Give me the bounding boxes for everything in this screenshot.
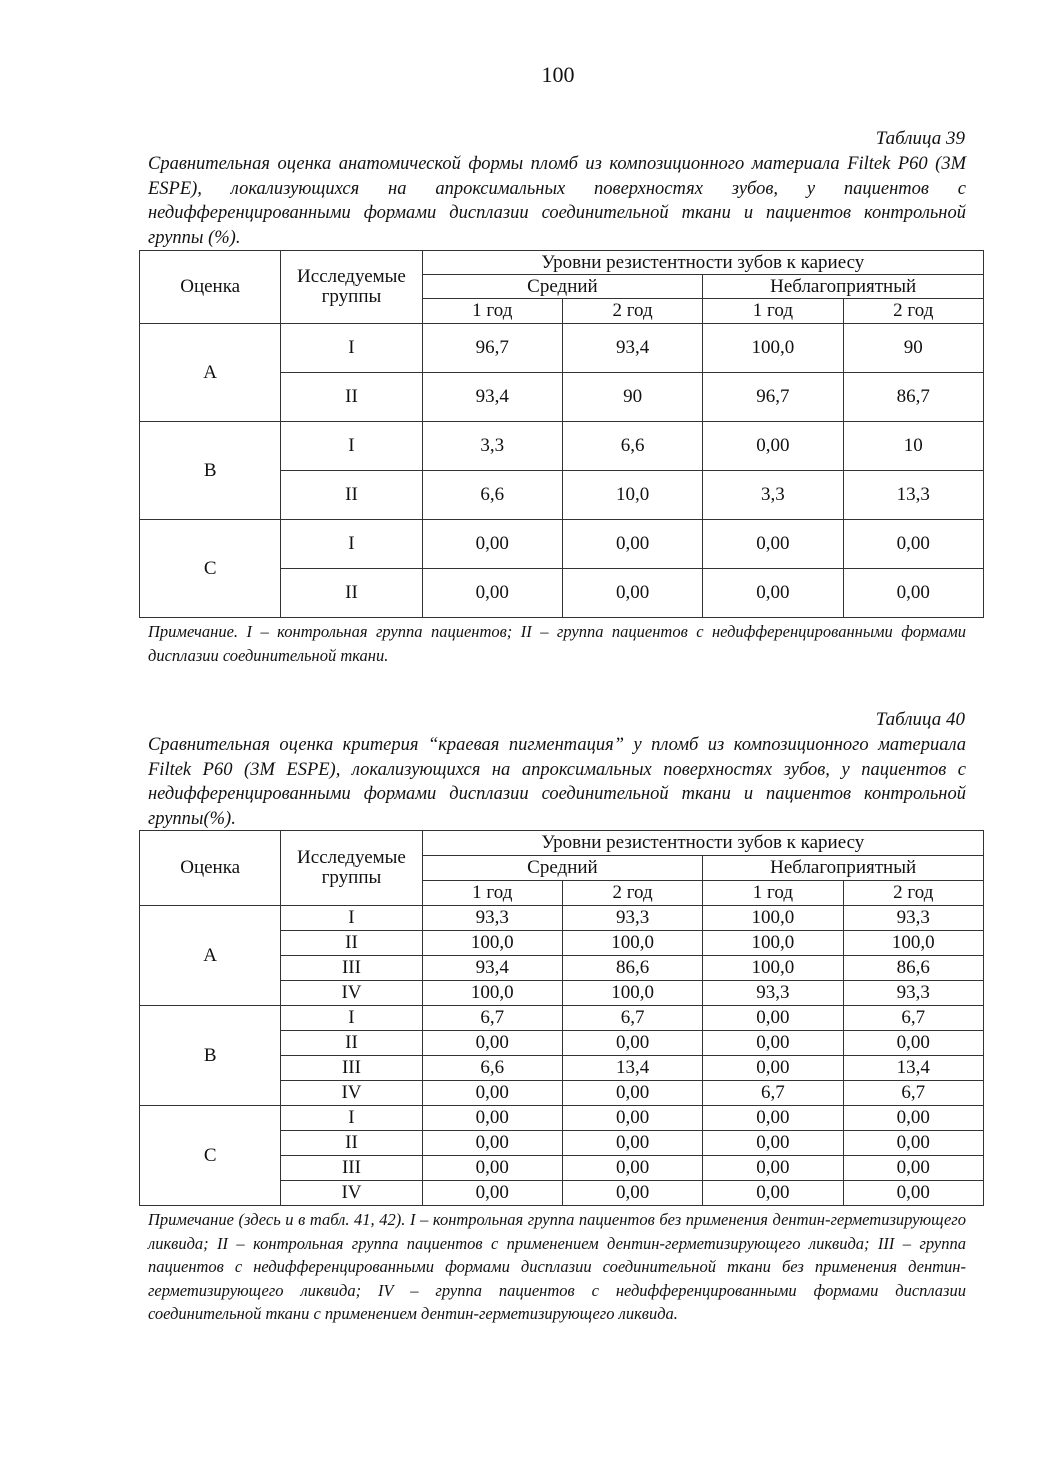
value-cell: 0,00: [562, 520, 702, 569]
group-cell: II: [281, 1131, 422, 1156]
group-cell: III: [281, 1056, 422, 1081]
value-cell: 100,0: [703, 956, 843, 981]
group-cell: I: [281, 1006, 422, 1031]
value-cell: 100,0: [422, 931, 562, 956]
value-cell: 86,6: [843, 956, 983, 981]
value-cell: 0,00: [422, 1181, 562, 1206]
table-row: [140, 324, 984, 373]
group-cell: III: [281, 956, 422, 981]
value-cell: 93,3: [843, 906, 983, 931]
value-cell: 86,7: [843, 373, 983, 422]
header-levels: Уровни резистентности зубов к кариесу: [422, 251, 983, 275]
value-cell: 0,00: [422, 1131, 562, 1156]
value-cell: 0,00: [703, 1131, 843, 1156]
group-cell: II: [281, 471, 422, 520]
value-cell: 13,3: [843, 471, 983, 520]
rating-cell: A: [140, 324, 281, 422]
header-rating: Оценка: [140, 251, 281, 324]
value-cell: 90: [562, 373, 702, 422]
value-cell: 93,3: [562, 906, 702, 931]
group-cell: I: [281, 906, 422, 931]
header-unfavorable: Неблагоприятный: [703, 275, 984, 299]
table-row: [140, 422, 984, 471]
value-cell: 6,6: [422, 471, 562, 520]
value-cell: 0,00: [703, 1181, 843, 1206]
value-cell: 0,00: [843, 520, 983, 569]
value-cell: 0,00: [562, 1081, 702, 1106]
value-cell: 0,00: [422, 1031, 562, 1056]
table-39: [139, 250, 984, 618]
value-cell: 0,00: [843, 1181, 983, 1206]
table-40-label: Таблица 40: [875, 709, 965, 730]
table-39-note: Примечание. I – контрольная группа пациентов; II – группа пациентов с недифференцированными формами дисплазии соединительной ткани.: [148, 622, 966, 665]
header-year-1: 1 год: [703, 299, 843, 324]
header-groups: [281, 251, 422, 324]
header-rating: Оценка: [140, 831, 281, 906]
rating-cell: C: [140, 1106, 281, 1206]
header-groups-line1: Исследуемые: [297, 266, 406, 287]
value-cell: 0,00: [703, 1056, 843, 1081]
group-cell: I: [281, 324, 422, 373]
value-cell: 93,4: [422, 373, 562, 422]
value-cell: 100,0: [703, 906, 843, 931]
value-cell: 13,4: [843, 1056, 983, 1081]
table-row: [140, 1006, 984, 1031]
value-cell: 0,00: [703, 1006, 843, 1031]
value-cell: 100,0: [703, 931, 843, 956]
value-cell: 96,7: [703, 373, 843, 422]
value-cell: 0,00: [843, 1106, 983, 1131]
group-cell: I: [281, 1106, 422, 1131]
value-cell: 0,00: [843, 1031, 983, 1056]
header-medium: Средний: [422, 856, 703, 881]
value-cell: 6,7: [843, 1081, 983, 1106]
header-year-1: 1 год: [703, 881, 843, 906]
group-cell: II: [281, 569, 422, 618]
header-groups-line2: группы: [321, 867, 382, 888]
header-year-2: 2 год: [843, 299, 983, 324]
value-cell: 0,00: [843, 1156, 983, 1181]
rating-cell: C: [140, 520, 281, 618]
header-year-2: 2 год: [843, 881, 983, 906]
table-40: [139, 830, 984, 1206]
value-cell: 100,0: [562, 981, 702, 1006]
header-year-2: 2 год: [562, 299, 702, 324]
group-cell: IV: [281, 981, 422, 1006]
value-cell: 0,00: [703, 422, 843, 471]
header-unfavorable: Неблагоприятный: [703, 856, 984, 881]
value-cell: 0,00: [562, 1031, 702, 1056]
value-cell: 0,00: [703, 569, 843, 618]
value-cell: 6,6: [422, 1056, 562, 1081]
value-cell: 0,00: [422, 520, 562, 569]
value-cell: 93,4: [422, 956, 562, 981]
header-groups: [281, 831, 422, 906]
table-39-label: Таблица 39: [875, 128, 965, 149]
header-year-2: 2 год: [562, 881, 702, 906]
value-cell: 0,00: [843, 569, 983, 618]
rating-cell: B: [140, 422, 281, 520]
group-cell: I: [281, 520, 422, 569]
header-groups-line2: группы: [321, 286, 382, 307]
group-cell: IV: [281, 1081, 422, 1106]
value-cell: 100,0: [703, 324, 843, 373]
value-cell: 0,00: [562, 569, 702, 618]
value-cell: 13,4: [562, 1056, 702, 1081]
value-cell: 0,00: [422, 569, 562, 618]
value-cell: 6,7: [562, 1006, 702, 1031]
group-cell: I: [281, 422, 422, 471]
value-cell: 6,7: [843, 1006, 983, 1031]
value-cell: 93,3: [422, 906, 562, 931]
value-cell: 0,00: [562, 1181, 702, 1206]
value-cell: 0,00: [422, 1156, 562, 1181]
value-cell: 0,00: [562, 1106, 702, 1131]
group-cell: II: [281, 931, 422, 956]
rating-cell: A: [140, 906, 281, 1006]
value-cell: 93,3: [843, 981, 983, 1006]
header-groups-line1: Исследуемые: [297, 847, 406, 868]
value-cell: 0,00: [703, 520, 843, 569]
value-cell: 100,0: [843, 931, 983, 956]
value-cell: 96,7: [422, 324, 562, 373]
value-cell: 93,4: [562, 324, 702, 373]
value-cell: 6,7: [422, 1006, 562, 1031]
value-cell: 6,7: [703, 1081, 843, 1106]
value-cell: 0,00: [703, 1106, 843, 1131]
value-cell: 0,00: [562, 1131, 702, 1156]
value-cell: 93,3: [703, 981, 843, 1006]
value-cell: 100,0: [562, 931, 702, 956]
value-cell: 3,3: [703, 471, 843, 520]
value-cell: 10,0: [562, 471, 702, 520]
group-cell: II: [281, 373, 422, 422]
value-cell: 3,3: [422, 422, 562, 471]
group-cell: IV: [281, 1181, 422, 1206]
header-year-1: 1 год: [422, 881, 562, 906]
header-medium: Средний: [422, 275, 703, 299]
table-row: [140, 906, 984, 931]
table-39-caption: Сравнительная оценка анатомической формы пломб из композиционного материала Filtek P60 (3M ESPE), локализующихся на апроксимальных поверхностях зубов, у пациентов с недифференцированными формами дисплазии соединительной ткани и пациентов контрольной группы (%).: [148, 154, 966, 248]
table-40-note: Примечание (здесь и в табл. 41, 42). I – контрольная группа пациентов без применения дентин-герметизирующего ликвида; II – контрольная группа пациентов с применением дентин-герметизирующего ликвида; III – группа пациентов с недифференцированными формами дисплазии соединительной ткани без применения дентин-герметизирующего ликвида; IV – группа пациентов с недифференцированными формами дисплазии соединительной ткани с применением дентин-герметизирующего ликвида.: [148, 1210, 966, 1323]
value-cell: 0,00: [562, 1156, 702, 1181]
table-row: [140, 1106, 984, 1131]
value-cell: 86,6: [562, 956, 702, 981]
value-cell: 6,6: [562, 422, 702, 471]
value-cell: 90: [843, 324, 983, 373]
value-cell: 0,00: [703, 1031, 843, 1056]
table-40-caption: Сравнительная оценка критерия “краевая пигментация” у пломб из композиционного материала Filtek P60 (3M ESPE), локализующихся на апроксимальных поверхностях зубов, у пациентов с недифференцированными формами дисплазии соединительной ткани и пациентов контрольной группы(%).: [148, 735, 966, 829]
value-cell: 0,00: [422, 1081, 562, 1106]
page-number: 100: [541, 62, 575, 87]
value-cell: 0,00: [703, 1156, 843, 1181]
value-cell: 0,00: [422, 1106, 562, 1131]
rating-cell: B: [140, 1006, 281, 1106]
group-cell: II: [281, 1031, 422, 1056]
group-cell: III: [281, 1156, 422, 1181]
value-cell: 100,0: [422, 981, 562, 1006]
value-cell: 10: [843, 422, 983, 471]
header-levels: Уровни резистентности зубов к кариесу: [422, 831, 983, 856]
header-year-1: 1 год: [422, 299, 562, 324]
table-row: [140, 520, 984, 569]
value-cell: 0,00: [843, 1131, 983, 1156]
